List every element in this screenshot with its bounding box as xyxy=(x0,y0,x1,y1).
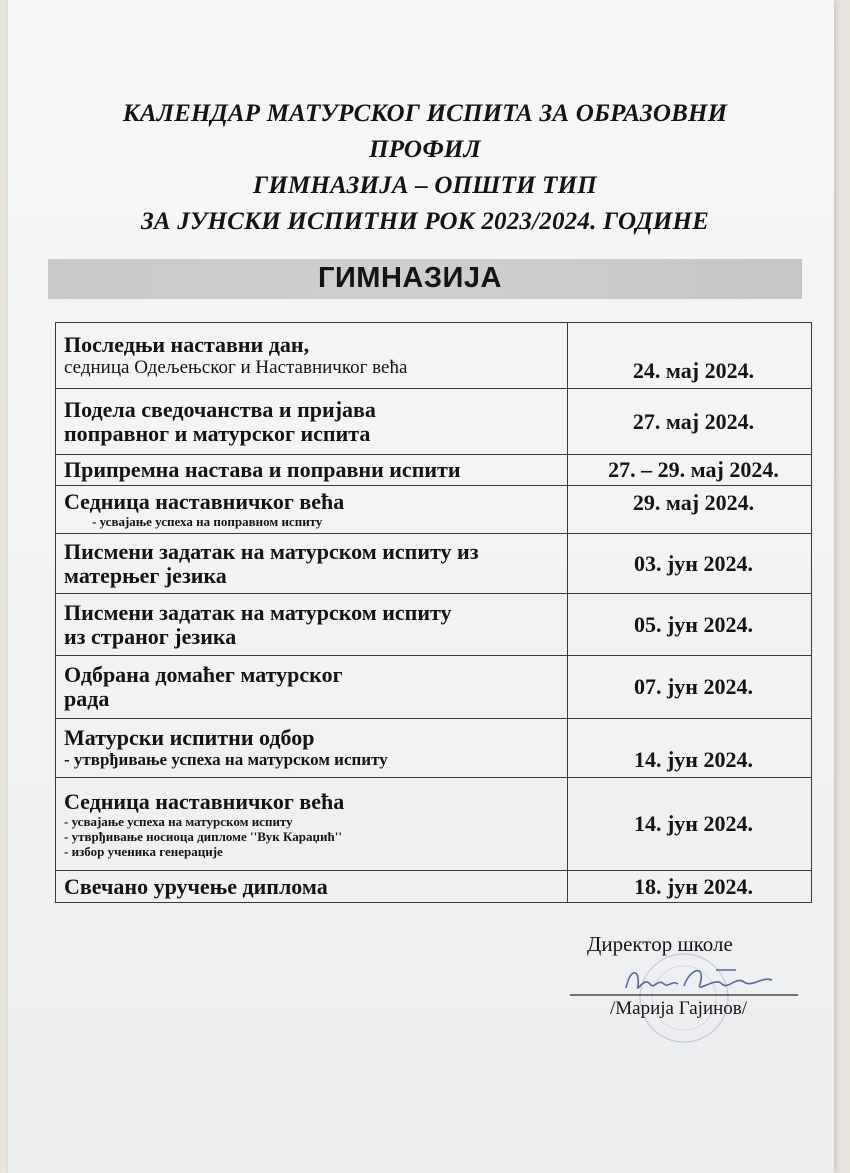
signatory-name: /Марија Гајинов/ xyxy=(610,998,748,1019)
date-cell: 29. мај 2024. xyxy=(568,486,812,534)
date-cell: 18. јун 2024. xyxy=(568,871,812,903)
date-cell: 05. јун 2024. xyxy=(568,594,812,656)
table-row xyxy=(56,871,812,903)
event-cell xyxy=(56,323,568,389)
event-title: Матурски испитни одбор xyxy=(64,725,315,750)
title-line-4: ЗА ЈУНСКИ ИСПИТНИ РОК 2023/2024. ГОДИНЕ xyxy=(140,208,710,235)
event-subitem: - избор ученика генерације xyxy=(64,843,223,859)
event-title: Писмени задатак на матурском испиту xyxy=(64,599,452,625)
date-cell: 24. мај 2024. xyxy=(568,323,812,389)
event-title: Седница наставничког већа xyxy=(64,489,345,514)
table-row xyxy=(56,656,812,719)
title-line-2: ПРОФИЛ xyxy=(369,136,481,163)
date-cell: 27. мај 2024. xyxy=(568,389,812,455)
event-title: Писмени задатак на матурском испиту из xyxy=(64,538,479,564)
event-cell xyxy=(56,871,568,903)
table-row xyxy=(56,323,812,389)
event-title: Одбрана домаћег матурског xyxy=(64,662,343,687)
event-title: Припремна настава и поправни испити xyxy=(64,457,461,482)
event-cell xyxy=(56,719,568,778)
title-line-1: КАЛЕНДАР МАТУРСКОГ ИСПИТА ЗА ОБРАЗОВНИ xyxy=(122,100,728,127)
event-title-continued: поправног и матурског испита xyxy=(64,420,371,446)
table-row xyxy=(56,389,812,455)
table-row xyxy=(56,594,812,656)
event-cell xyxy=(56,594,568,656)
event-subitem: - утврђивање носиоца дипломе ''Вук Караџић'' xyxy=(64,828,342,844)
event-subitem: - утврђивање успеха на матурском испиту xyxy=(64,750,388,769)
event-title: Свечано уручење диплома xyxy=(64,873,328,899)
event-cell xyxy=(56,656,568,719)
event-cell xyxy=(56,778,568,871)
document-title xyxy=(0,96,850,240)
event-title: Подела сведочанства и пријава xyxy=(64,396,376,422)
event-cell xyxy=(56,389,568,455)
event-title: Последњи наставни дан, xyxy=(64,331,310,357)
event-cell xyxy=(56,455,568,486)
title-line-3: ГИМНАЗИЈА – ОПШТИ ТИП xyxy=(253,172,597,199)
date-cell: 27. – 29. мај 2024. xyxy=(568,455,812,486)
table-row xyxy=(56,486,812,534)
event-title-continued: из страног језика xyxy=(64,623,237,649)
table-row xyxy=(56,778,812,871)
table-row xyxy=(56,534,812,594)
schedule-table xyxy=(55,322,812,903)
event-title: Седница наставничког већа xyxy=(64,788,345,814)
date-cell: 14. јун 2024. xyxy=(568,778,812,871)
event-detail: седница Одељењског и Наставничког већа xyxy=(64,356,408,378)
event-cell xyxy=(56,534,568,594)
date-cell: 07. јун 2024. xyxy=(568,656,812,719)
event-subitem: - усвајање успеха на матурском испиту xyxy=(64,813,293,829)
event-cell xyxy=(56,486,568,534)
event-subitem: - усвајање успеха на поправном испиту xyxy=(92,514,323,529)
table-row xyxy=(56,719,812,778)
event-title-continued: рада xyxy=(64,686,110,711)
date-cell: 14. јун 2024. xyxy=(568,719,812,778)
event-title-continued: матерњег језика xyxy=(64,562,227,588)
table-row xyxy=(56,455,812,486)
section-heading: ГИМНАЗИЈА xyxy=(318,262,502,294)
date-cell: 03. јун 2024. xyxy=(568,534,812,594)
signature-title: Директор школе xyxy=(587,932,733,956)
